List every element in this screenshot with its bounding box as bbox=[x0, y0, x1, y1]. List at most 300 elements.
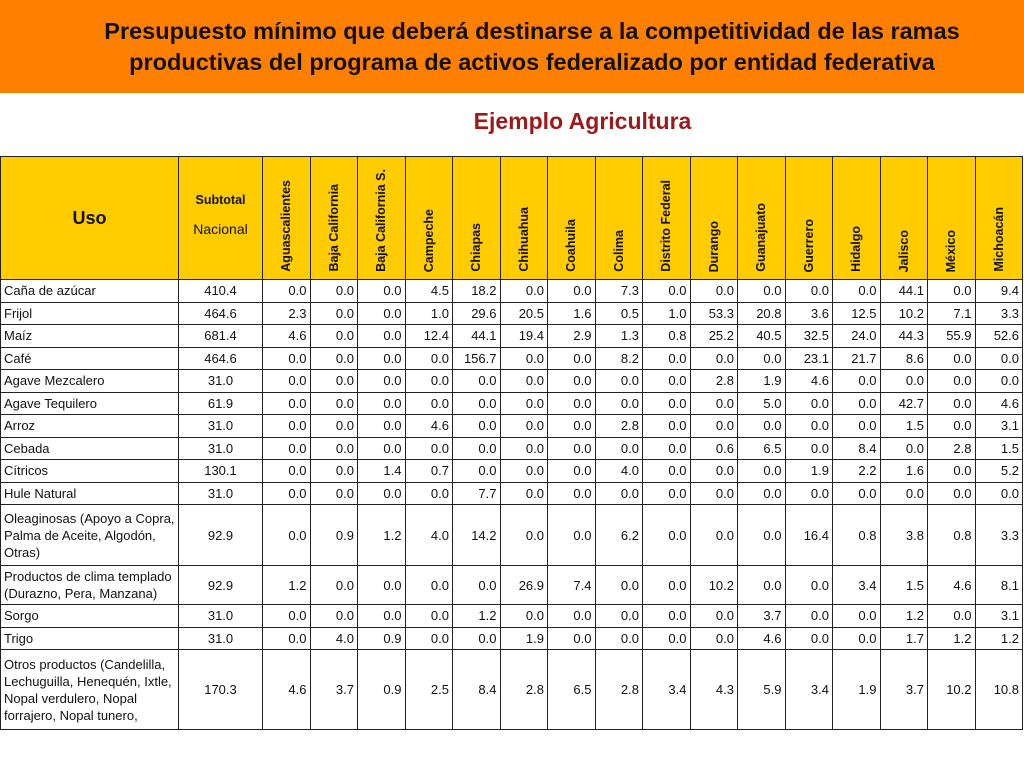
uso-label: Maíz bbox=[4, 328, 33, 344]
column-header-state bbox=[358, 157, 406, 280]
state-value-cell: 1.9 bbox=[785, 460, 833, 483]
state-value-cell: 7.4 bbox=[548, 566, 596, 605]
state-value-cell: 21.7 bbox=[833, 347, 881, 370]
uso-cell bbox=[1, 505, 179, 566]
state-value-cell: 5.2 bbox=[975, 460, 1023, 483]
state-value-cell: 0.0 bbox=[405, 347, 453, 370]
state-value-cell: 0.0 bbox=[785, 482, 833, 505]
state-label: Guerrero bbox=[801, 218, 816, 272]
state-value-cell: 0.0 bbox=[690, 347, 738, 370]
state-value-cell: 4.0 bbox=[595, 460, 643, 483]
state-value-cell: 40.5 bbox=[738, 325, 786, 348]
state-value-cell: 44.1 bbox=[453, 325, 501, 348]
state-label: Durango bbox=[706, 220, 721, 272]
state-value-cell: 0.0 bbox=[595, 566, 643, 605]
state-value-cell: 0.0 bbox=[643, 505, 691, 566]
state-value-cell: 0.0 bbox=[785, 566, 833, 605]
state-value-cell: 0.0 bbox=[310, 460, 358, 483]
subtotal-cell: 31.0 bbox=[179, 437, 263, 460]
uso-label: Cebada bbox=[4, 440, 50, 456]
state-value-cell: 0.0 bbox=[738, 415, 786, 438]
state-value-cell: 4.3 bbox=[690, 650, 738, 730]
state-value-cell: 3.8 bbox=[880, 505, 928, 566]
state-value-cell: 0.0 bbox=[738, 566, 786, 605]
state-value-cell: 0.0 bbox=[358, 347, 406, 370]
state-value-cell: 14.2 bbox=[453, 505, 501, 566]
state-value-cell: 1.4 bbox=[358, 460, 406, 483]
state-value-cell: 0.0 bbox=[310, 566, 358, 605]
subtotal-cell: 31.0 bbox=[179, 370, 263, 393]
state-value-cell: 0.0 bbox=[643, 415, 691, 438]
state-value-cell: 18.2 bbox=[453, 280, 501, 303]
state-value-cell: 1.7 bbox=[880, 627, 928, 650]
state-value-cell: 0.0 bbox=[453, 370, 501, 393]
state-value-cell: 0.0 bbox=[833, 280, 881, 303]
state-value-cell: 0.0 bbox=[358, 370, 406, 393]
state-value-cell: 1.6 bbox=[880, 460, 928, 483]
subtotal-cell: 31.0 bbox=[179, 482, 263, 505]
uso-label: Cítricos bbox=[4, 463, 49, 479]
state-value-cell: 0.0 bbox=[643, 460, 691, 483]
state-value-cell: 0.0 bbox=[880, 370, 928, 393]
state-value-cell: 0.0 bbox=[405, 392, 453, 415]
table-row bbox=[1, 460, 1023, 483]
state-label: Michoacán bbox=[991, 207, 1006, 272]
state-value-cell: 0.8 bbox=[833, 505, 881, 566]
state-value-cell: 1.6 bbox=[548, 302, 596, 325]
state-value-cell: 0.0 bbox=[405, 482, 453, 505]
state-value-cell: 0.0 bbox=[310, 347, 358, 370]
state-value-cell: 0.0 bbox=[785, 627, 833, 650]
state-value-cell: 0.0 bbox=[263, 415, 311, 438]
state-value-cell: 44.3 bbox=[880, 325, 928, 348]
state-value-cell: 0.0 bbox=[548, 392, 596, 415]
state-value-cell: 0.0 bbox=[928, 392, 976, 415]
state-value-cell: 12.5 bbox=[833, 302, 881, 325]
state-value-cell: 0.0 bbox=[595, 605, 643, 628]
state-value-cell: 6.5 bbox=[548, 650, 596, 730]
state-value-cell: 0.0 bbox=[358, 325, 406, 348]
state-value-cell: 3.4 bbox=[643, 650, 691, 730]
state-value-cell: 0.0 bbox=[785, 437, 833, 460]
state-value-cell: 0.0 bbox=[548, 627, 596, 650]
state-value-cell: 0.0 bbox=[500, 605, 548, 628]
state-value-cell: 0.0 bbox=[833, 605, 881, 628]
column-header-state bbox=[310, 157, 358, 280]
state-value-cell: 0.0 bbox=[263, 392, 311, 415]
uso-cell bbox=[1, 627, 179, 650]
state-value-cell: 0.0 bbox=[928, 460, 976, 483]
state-value-cell: 0.0 bbox=[785, 280, 833, 303]
table-row bbox=[1, 392, 1023, 415]
state-value-cell: 26.9 bbox=[500, 566, 548, 605]
state-value-cell: 8.1 bbox=[975, 566, 1023, 605]
state-value-cell: 0.0 bbox=[785, 605, 833, 628]
state-value-cell: 8.4 bbox=[833, 437, 881, 460]
state-value-cell: 0.0 bbox=[785, 415, 833, 438]
state-value-cell: 0.0 bbox=[690, 460, 738, 483]
state-value-cell: 0.0 bbox=[928, 482, 976, 505]
state-value-cell: 4.6 bbox=[738, 627, 786, 650]
uso-cell bbox=[1, 415, 179, 438]
state-value-cell: 0.0 bbox=[500, 437, 548, 460]
state-value-cell: 0.0 bbox=[405, 437, 453, 460]
state-label: Baja California bbox=[326, 184, 341, 272]
state-value-cell: 0.0 bbox=[690, 392, 738, 415]
state-label: México bbox=[944, 229, 959, 272]
state-value-cell: 0.0 bbox=[500, 280, 548, 303]
state-value-cell: 0.0 bbox=[595, 627, 643, 650]
state-value-cell: 0.0 bbox=[405, 605, 453, 628]
state-value-cell: 0.0 bbox=[975, 370, 1023, 393]
state-value-cell: 4.6 bbox=[928, 566, 976, 605]
state-value-cell: 1.0 bbox=[643, 302, 691, 325]
budget-table bbox=[0, 156, 1023, 730]
table-row bbox=[1, 482, 1023, 505]
uso-label: Frijol bbox=[4, 305, 33, 321]
state-value-cell: 0.0 bbox=[500, 370, 548, 393]
state-value-cell: 1.9 bbox=[833, 650, 881, 730]
state-value-cell: 2.8 bbox=[595, 415, 643, 438]
table-row bbox=[1, 370, 1023, 393]
state-value-cell: 0.0 bbox=[263, 505, 311, 566]
state-value-cell: 8.6 bbox=[880, 347, 928, 370]
uso-cell bbox=[1, 482, 179, 505]
state-value-cell: 0.0 bbox=[263, 370, 311, 393]
state-value-cell: 2.3 bbox=[263, 302, 311, 325]
uso-label: Otros productos (Candelilla, Lechuguilla, Henequén, Ixtle, Nopal verdulero, Nopal forrajero, Nopal tunero, bbox=[4, 656, 172, 723]
state-value-cell: 44.1 bbox=[880, 280, 928, 303]
column-header-state bbox=[690, 157, 738, 280]
uso-cell bbox=[1, 325, 179, 348]
column-header-uso: Uso bbox=[1, 157, 179, 280]
state-value-cell: 0.0 bbox=[453, 460, 501, 483]
table-row bbox=[1, 505, 1023, 566]
state-value-cell: 0.0 bbox=[690, 505, 738, 566]
state-value-cell: 0.0 bbox=[548, 460, 596, 483]
uso-label: Sorgo bbox=[4, 608, 39, 624]
state-value-cell: 0.9 bbox=[310, 505, 358, 566]
state-value-cell: 0.0 bbox=[310, 325, 358, 348]
state-value-cell: 0.0 bbox=[928, 605, 976, 628]
state-value-cell: 1.2 bbox=[975, 627, 1023, 650]
state-value-cell: 0.0 bbox=[263, 605, 311, 628]
subtotal-cell: 464.6 bbox=[179, 347, 263, 370]
state-value-cell: 3.7 bbox=[738, 605, 786, 628]
column-header-state bbox=[453, 157, 501, 280]
state-value-cell: 0.0 bbox=[833, 482, 881, 505]
subtotal-cell: 92.9 bbox=[179, 566, 263, 605]
uso-label: Hule Natural bbox=[4, 485, 77, 501]
state-value-cell: 4.6 bbox=[405, 415, 453, 438]
state-value-cell: 0.0 bbox=[548, 482, 596, 505]
table-row bbox=[1, 566, 1023, 605]
state-value-cell: 0.0 bbox=[358, 392, 406, 415]
uso-label: Agave Mezcalero bbox=[4, 373, 105, 389]
state-value-cell: 0.0 bbox=[310, 280, 358, 303]
state-value-cell: 0.0 bbox=[453, 415, 501, 438]
subtotal-cell: 410.4 bbox=[179, 280, 263, 303]
table-row bbox=[1, 627, 1023, 650]
state-value-cell: 0.0 bbox=[690, 605, 738, 628]
table-row bbox=[1, 347, 1023, 370]
state-value-cell: 0.0 bbox=[453, 627, 501, 650]
state-value-cell: 0.0 bbox=[263, 347, 311, 370]
state-value-cell: 10.2 bbox=[880, 302, 928, 325]
uso-cell bbox=[1, 370, 179, 393]
state-value-cell: 55.9 bbox=[928, 325, 976, 348]
state-label: Hidalgo bbox=[849, 226, 864, 272]
state-value-cell: 0.0 bbox=[785, 392, 833, 415]
state-value-cell: 4.5 bbox=[405, 280, 453, 303]
subtotal-cell: 92.9 bbox=[179, 505, 263, 566]
state-value-cell: 8.4 bbox=[453, 650, 501, 730]
column-header-state bbox=[833, 157, 881, 280]
state-value-cell: 1.5 bbox=[975, 437, 1023, 460]
subtotal-cell: 130.1 bbox=[179, 460, 263, 483]
state-value-cell: 5.0 bbox=[738, 392, 786, 415]
state-label: Colima bbox=[611, 230, 626, 272]
table-row bbox=[1, 302, 1023, 325]
state-label: Distrito Federal bbox=[659, 180, 674, 272]
table-row bbox=[1, 415, 1023, 438]
uso-label: Agave Tequilero bbox=[4, 395, 97, 411]
state-value-cell: 0.0 bbox=[358, 605, 406, 628]
column-header-state bbox=[738, 157, 786, 280]
state-value-cell: 0.0 bbox=[975, 482, 1023, 505]
state-value-cell: 0.0 bbox=[738, 460, 786, 483]
state-value-cell: 0.0 bbox=[500, 505, 548, 566]
state-value-cell: 1.9 bbox=[500, 627, 548, 650]
subtotal-cell: 464.6 bbox=[179, 302, 263, 325]
state-value-cell: 0.0 bbox=[928, 347, 976, 370]
subtotal-cell: 681.4 bbox=[179, 325, 263, 348]
state-value-cell: 0.0 bbox=[643, 347, 691, 370]
uso-cell bbox=[1, 280, 179, 303]
column-header-state bbox=[405, 157, 453, 280]
state-value-cell: 7.7 bbox=[453, 482, 501, 505]
state-value-cell: 29.6 bbox=[453, 302, 501, 325]
state-label: Chihuahua bbox=[516, 207, 531, 272]
state-value-cell: 0.0 bbox=[643, 437, 691, 460]
subtotal-cell: 31.0 bbox=[179, 605, 263, 628]
uso-label: Café bbox=[4, 350, 32, 366]
state-value-cell: 0.0 bbox=[643, 482, 691, 505]
state-value-cell: 4.6 bbox=[785, 370, 833, 393]
title-banner bbox=[0, 0, 1024, 93]
uso-label: Arroz bbox=[4, 418, 36, 434]
uso-cell bbox=[1, 392, 179, 415]
state-value-cell: 0.0 bbox=[453, 566, 501, 605]
state-value-cell: 2.8 bbox=[500, 650, 548, 730]
state-value-cell: 1.2 bbox=[928, 627, 976, 650]
state-value-cell: 16.4 bbox=[785, 505, 833, 566]
state-value-cell: 12.4 bbox=[405, 325, 453, 348]
state-value-cell: 19.4 bbox=[500, 325, 548, 348]
slide-subtitle: Ejemplo Agricultura bbox=[473, 108, 692, 134]
state-value-cell: 3.3 bbox=[975, 505, 1023, 566]
state-value-cell: 2.8 bbox=[595, 650, 643, 730]
uso-cell bbox=[1, 437, 179, 460]
state-value-cell: 32.5 bbox=[785, 325, 833, 348]
state-value-cell: 0.0 bbox=[310, 437, 358, 460]
state-value-cell: 0.9 bbox=[358, 627, 406, 650]
table-row bbox=[1, 605, 1023, 628]
uso-cell bbox=[1, 566, 179, 605]
state-value-cell: 52.6 bbox=[975, 325, 1023, 348]
state-value-cell: 3.4 bbox=[785, 650, 833, 730]
uso-label: Oleaginosas (Apoyo a Copra, Palma de Aceite, Algodón, Otras) bbox=[4, 510, 175, 560]
uso-label: Caña de azúcar bbox=[4, 283, 96, 299]
state-value-cell: 0.0 bbox=[595, 437, 643, 460]
state-value-cell: 0.0 bbox=[833, 627, 881, 650]
subtotal-cell: 31.0 bbox=[179, 627, 263, 650]
subtotal-cell: 61.9 bbox=[179, 392, 263, 415]
slide-title: Presupuesto mínimo que deberá destinarse a la competitividad de las ramas productivas del programa de activos federalizado por entidad federativa bbox=[104, 17, 960, 75]
state-value-cell: 6.5 bbox=[738, 437, 786, 460]
column-header-state bbox=[880, 157, 928, 280]
table-row bbox=[1, 437, 1023, 460]
uso-label: Productos de clima templado (Durazno, Pera, Manzana) bbox=[4, 569, 172, 601]
state-value-cell: 0.0 bbox=[310, 392, 358, 415]
column-header-state bbox=[643, 157, 691, 280]
state-value-cell: 0.0 bbox=[595, 392, 643, 415]
uso-cell bbox=[1, 460, 179, 483]
uso-cell bbox=[1, 605, 179, 628]
state-label: Jalisco bbox=[896, 229, 911, 272]
state-value-cell: 0.0 bbox=[548, 605, 596, 628]
state-value-cell: 0.9 bbox=[358, 650, 406, 730]
state-value-cell: 0.0 bbox=[263, 482, 311, 505]
state-value-cell: 0.0 bbox=[643, 370, 691, 393]
state-value-cell: 3.7 bbox=[310, 650, 358, 730]
uso-cell bbox=[1, 650, 179, 730]
state-value-cell: 0.0 bbox=[595, 482, 643, 505]
state-value-cell: 24.0 bbox=[833, 325, 881, 348]
state-value-cell: 4.0 bbox=[310, 627, 358, 650]
state-value-cell: 0.0 bbox=[548, 437, 596, 460]
state-value-cell: 0.0 bbox=[643, 627, 691, 650]
state-value-cell: 1.2 bbox=[453, 605, 501, 628]
state-value-cell: 0.0 bbox=[358, 566, 406, 605]
state-value-cell: 3.1 bbox=[975, 415, 1023, 438]
state-value-cell: 0.0 bbox=[738, 347, 786, 370]
state-value-cell: 3.4 bbox=[833, 566, 881, 605]
state-value-cell: 42.7 bbox=[880, 392, 928, 415]
state-value-cell: 0.0 bbox=[310, 415, 358, 438]
column-header-state bbox=[548, 157, 596, 280]
column-header-state bbox=[595, 157, 643, 280]
state-value-cell: 0.0 bbox=[453, 437, 501, 460]
column-header-state bbox=[263, 157, 311, 280]
state-value-cell: 0.0 bbox=[833, 415, 881, 438]
state-value-cell: 8.2 bbox=[595, 347, 643, 370]
state-label: Baja California S. bbox=[374, 169, 389, 272]
state-value-cell: 2.9 bbox=[548, 325, 596, 348]
state-value-cell: 0.0 bbox=[548, 415, 596, 438]
state-value-cell: 23.1 bbox=[785, 347, 833, 370]
state-value-cell: 20.8 bbox=[738, 302, 786, 325]
table-row bbox=[1, 280, 1023, 303]
state-value-cell: 0.0 bbox=[500, 347, 548, 370]
state-value-cell: 0.0 bbox=[453, 392, 501, 415]
state-value-cell: 10.2 bbox=[690, 566, 738, 605]
state-value-cell: 0.0 bbox=[263, 460, 311, 483]
state-label: Aguascalientes bbox=[279, 180, 294, 272]
state-value-cell: 0.0 bbox=[263, 280, 311, 303]
state-value-cell: 0.0 bbox=[643, 566, 691, 605]
state-value-cell: 0.8 bbox=[643, 325, 691, 348]
state-value-cell: 3.1 bbox=[975, 605, 1023, 628]
state-value-cell: 0.0 bbox=[738, 482, 786, 505]
state-value-cell: 2.8 bbox=[928, 437, 976, 460]
state-value-cell: 10.8 bbox=[975, 650, 1023, 730]
state-value-cell: 25.2 bbox=[690, 325, 738, 348]
state-value-cell: 0.0 bbox=[880, 437, 928, 460]
state-value-cell: 0.0 bbox=[548, 280, 596, 303]
state-value-cell: 3.3 bbox=[975, 302, 1023, 325]
state-value-cell: 4.6 bbox=[263, 325, 311, 348]
state-value-cell: 0.0 bbox=[358, 302, 406, 325]
state-value-cell: 0.0 bbox=[500, 392, 548, 415]
column-header-subtotal bbox=[179, 157, 263, 280]
state-label: Coahuila bbox=[564, 219, 579, 272]
state-value-cell: 4.6 bbox=[263, 650, 311, 730]
state-value-cell: 0.0 bbox=[310, 482, 358, 505]
state-value-cell: 0.0 bbox=[405, 566, 453, 605]
state-value-cell: 0.0 bbox=[690, 280, 738, 303]
state-value-cell: 3.6 bbox=[785, 302, 833, 325]
subtotal-label: Subtotal bbox=[195, 193, 246, 207]
state-value-cell: 3.7 bbox=[880, 650, 928, 730]
state-value-cell: 0.0 bbox=[643, 392, 691, 415]
state-value-cell: 0.8 bbox=[928, 505, 976, 566]
state-value-cell: 0.0 bbox=[975, 347, 1023, 370]
state-value-cell: 6.2 bbox=[595, 505, 643, 566]
state-value-cell: 0.0 bbox=[690, 627, 738, 650]
column-header-state bbox=[975, 157, 1023, 280]
table-row bbox=[1, 650, 1023, 730]
state-value-cell: 0.0 bbox=[833, 392, 881, 415]
state-value-cell: 0.7 bbox=[405, 460, 453, 483]
state-value-cell: 1.2 bbox=[358, 505, 406, 566]
state-value-cell: 0.0 bbox=[358, 437, 406, 460]
state-value-cell: 0.0 bbox=[405, 627, 453, 650]
state-value-cell: 0.0 bbox=[690, 482, 738, 505]
state-value-cell: 0.0 bbox=[928, 370, 976, 393]
state-value-cell: 0.0 bbox=[690, 415, 738, 438]
state-value-cell: 20.5 bbox=[500, 302, 548, 325]
state-value-cell: 0.0 bbox=[928, 280, 976, 303]
state-value-cell: 5.9 bbox=[738, 650, 786, 730]
state-value-cell: 0.0 bbox=[310, 605, 358, 628]
state-value-cell: 1.9 bbox=[738, 370, 786, 393]
state-value-cell: 0.0 bbox=[500, 482, 548, 505]
state-value-cell: 0.0 bbox=[548, 505, 596, 566]
state-value-cell: 0.0 bbox=[548, 370, 596, 393]
state-value-cell: 4.0 bbox=[405, 505, 453, 566]
state-value-cell: 0.0 bbox=[310, 370, 358, 393]
state-value-cell: 7.3 bbox=[595, 280, 643, 303]
state-value-cell: 0.0 bbox=[358, 415, 406, 438]
table-row bbox=[1, 325, 1023, 348]
state-value-cell: 1.0 bbox=[405, 302, 453, 325]
state-value-cell: 0.0 bbox=[643, 605, 691, 628]
state-label: Campeche bbox=[421, 208, 436, 272]
state-value-cell: 2.2 bbox=[833, 460, 881, 483]
state-value-cell: 1.2 bbox=[880, 605, 928, 628]
state-value-cell: 1.5 bbox=[880, 415, 928, 438]
